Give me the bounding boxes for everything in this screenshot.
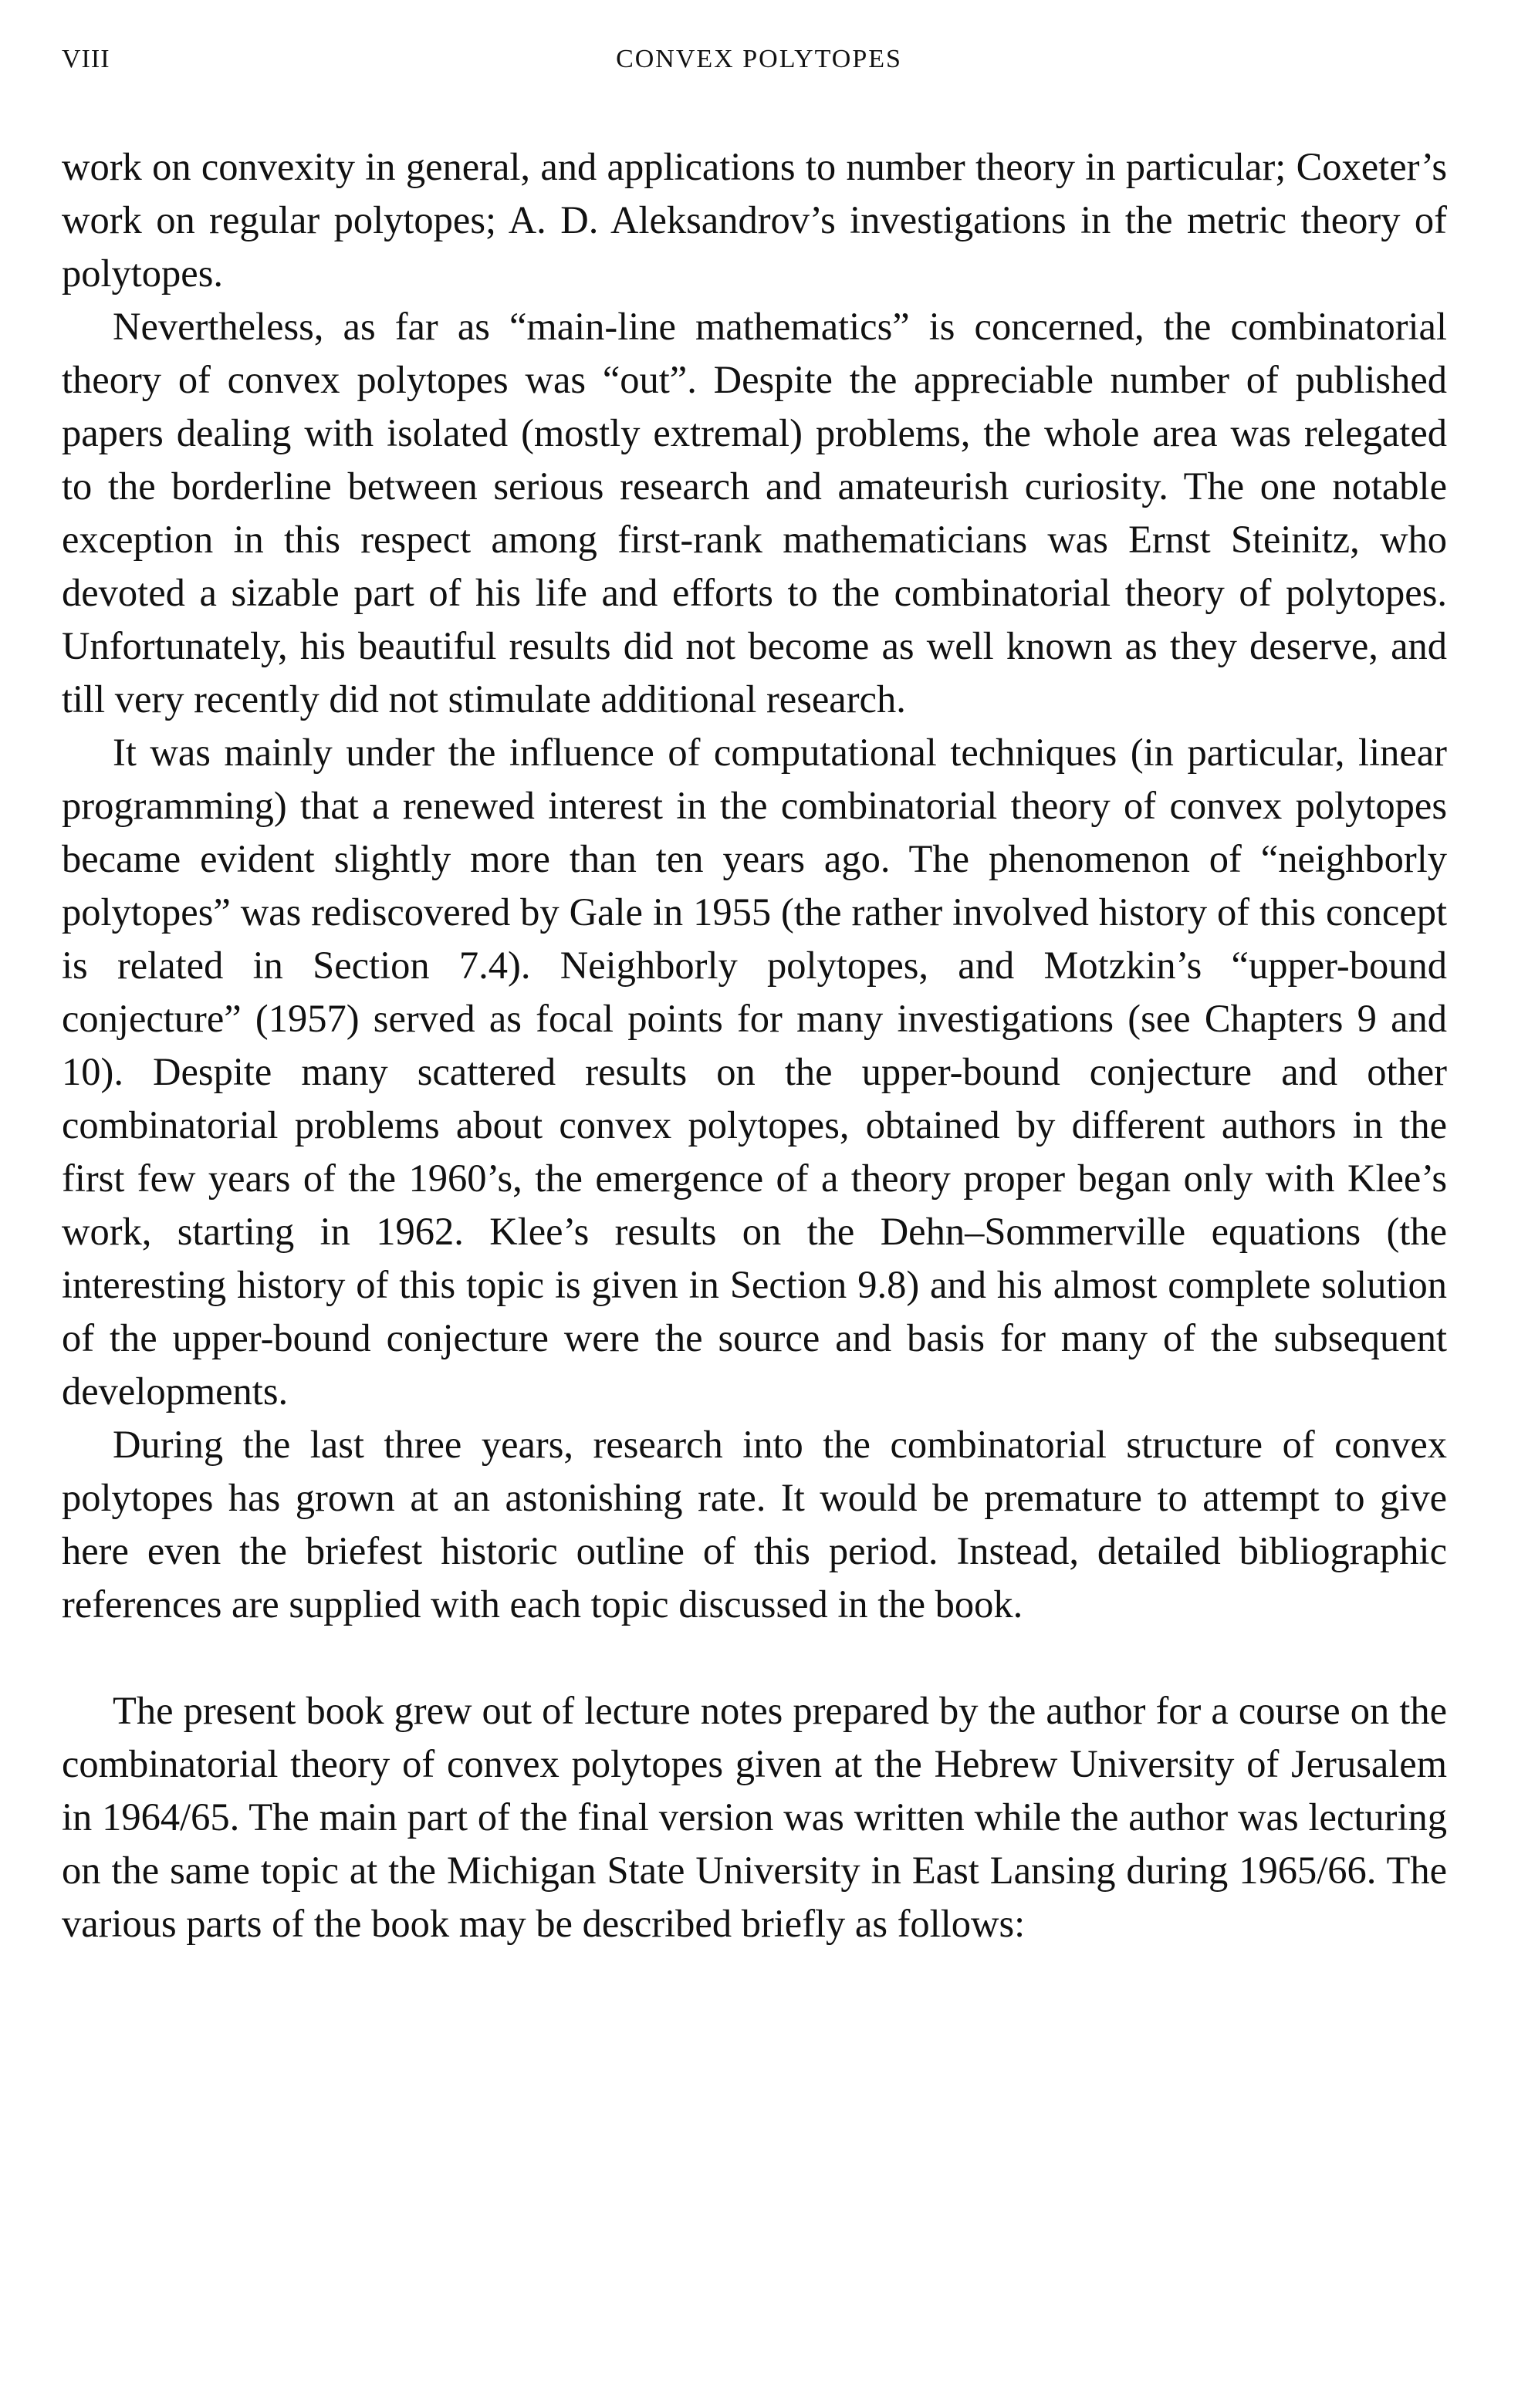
paragraph: It was mainly under the influence of computational techniques (in particular, linear programming) that a renewed interest in the combinatorial theory of convex polytopes became evident slightly more than ten years ago. The phenomenon of “neighborly polytopes” was rediscovered by Gale in 1955 (the rather involved history of this concept is related in Section 7.4). Neighborly polytopes, and Motzkin’s “upper-bound conjecture” (1957) served as focal points for many investigations (see Chapters 9 and 10). Despite many scattered results on the upper-bound conjecture and other combinatorial problems about convex polytopes, obtained by different authors in the first few years of the 1960’s, the emergence of a theory proper began only with Klee’s work, starting in 1962. Klee’s results on the Dehn–Sommerville equations (the interesting history of this topic is given in Section 9.8) and his almost complete solution of the upper-bound conjecture were the source and basis for many of the subsequent developments. bbox=[62, 731, 1447, 1413]
running-head bbox=[62, 45, 1456, 91]
body-text bbox=[62, 140, 1447, 1950]
paragraph: The present book grew out of lecture notes prepared by the author for a course on the combinatorial theory of convex polytopes given at the Hebrew University of Jerusalem in 1964/65. The main part of the final version was written while the author was lecturing on the same topic at the Michigan State University in East Lansing during 1965/66. The various parts of the book may be described briefly as follows: bbox=[62, 1689, 1447, 1945]
running-title: CONVEX POLYTOPES bbox=[616, 45, 902, 73]
paragraph: Nevertheless, as far as “main-line mathematics” is concerned, the combinatorial theory of convex polytopes was “out”. Despite the appreciable number of published papers dealing with isolated (mostly extremal) problems, the whole area was relegated to the borderline between serious research and amateurish curiosity. The one notable exception in this respect among first-rank mathematicians was Ernst Steinitz, who devoted a sizable part of his life and efforts to the combinatorial theory of polytopes. Unfortunately, his beautiful results did not become as well known as they deserve, and till very recently did not stimulate additional research. bbox=[62, 305, 1447, 721]
paragraph-continued: work on convexity in general, and applications to number theory in particular; Coxeter’s work on regular polytopes; A. D. Aleksandrov’s investigations in the metric theory of polytopes. bbox=[62, 145, 1447, 295]
paragraph: During the last three years, research into the combinatorial structure of convex polytopes has grown at an astonishing rate. It would be premature to attempt to give here even the briefest historic outline of this period. Instead, detailed bibliographic references are supplied with each topic discussed in the book. bbox=[62, 1423, 1447, 1626]
page-number: VIII bbox=[62, 45, 110, 73]
